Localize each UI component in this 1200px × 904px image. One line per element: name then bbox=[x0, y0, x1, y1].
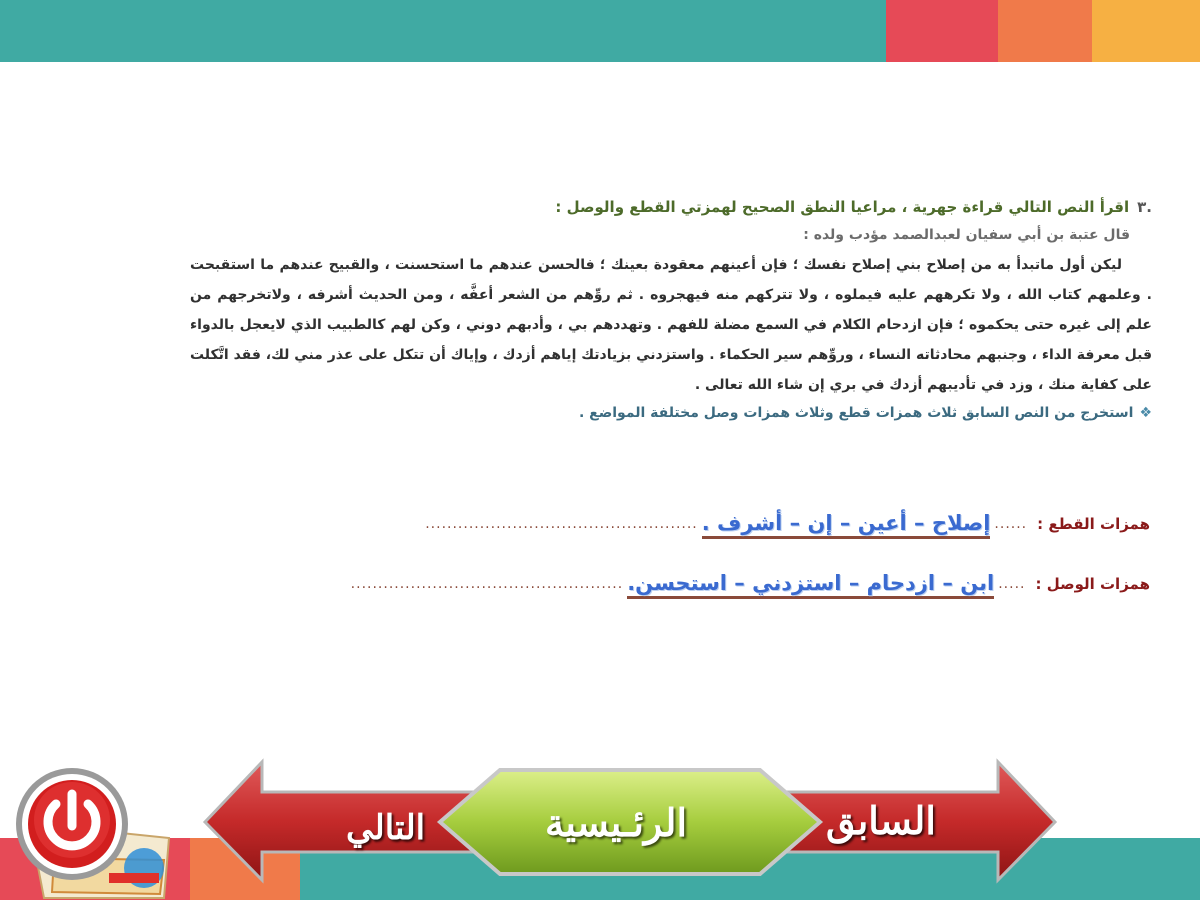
prev-button[interactable]: السابق bbox=[826, 798, 936, 843]
wasl-lead-dots: ..... bbox=[998, 576, 1026, 592]
exercise-content bbox=[190, 196, 1152, 426]
wasl-label: همزات الوصل : bbox=[1035, 575, 1150, 593]
qat-label: همزات القطع : bbox=[1037, 515, 1150, 533]
exercise-task bbox=[190, 400, 1152, 426]
wasl-answer: ابن – ازدحام – استزدني – استحسن. bbox=[627, 570, 994, 599]
exercise-paragraph: ليكن أول ماتبدأ به من إصلاح بني إصلاح نفسك ؛ فإن أعينهم معقودة بعينك ؛ فالحسن عندهم ما استحسنت ، والقبيح عندهم ما استقبحت . وعلمهم كتاب الله ، ولا تكرههم عليه فيملوه ، ولا تتركهم منه فيهجروه . ثم روِّهم من الشعر أعفَّه ، ومن الحديث أشرفه ، ولاتخرجهم من علم إلى غيره حتى يحكموه ؛ فإن ازدحام الكلام في السمع مضلة للفهم . وتهددهم بي ، وأدبهم دوني ، وكن لهم كالطبيب الذي لايعجل بالدواء قبل معرفة الداء ، وجنبهم محادثاته النساء ، وروِّهم سير الحكماء . واستزدني بزيادتك إياهم أزدك ، وإياك أن تتكل على عذر مني لك، فقد اتَّكلت على كفاية منك ، وزد في تأديبهم أزدك في بري إن شاء الله تعالى . bbox=[189, 257, 1152, 393]
qat-trail-dots: .................................................. bbox=[425, 516, 698, 532]
next-button[interactable]: التالي bbox=[346, 808, 426, 848]
power-button[interactable] bbox=[14, 768, 174, 900]
top-bar-orange bbox=[998, 0, 1092, 62]
home-button[interactable]: الرئـيسية bbox=[545, 800, 688, 845]
top-bar-teal bbox=[0, 0, 886, 62]
qat-lead-dots: ...... bbox=[994, 516, 1028, 532]
instruction-text: اقرأ النص التالي قراءة جهرية ، مراعيا النطق الصحيح لهمزتي القطع والوصل : bbox=[555, 198, 1130, 216]
answer-row-wasl bbox=[350, 564, 1150, 604]
exercise-intro: قال عتبة بن أبي سفيان لعبدالصمد مؤدب ولده : bbox=[803, 227, 1130, 243]
top-bar-yellow bbox=[1092, 0, 1200, 62]
exercise-number: .٣ bbox=[1137, 198, 1152, 216]
power-icon bbox=[16, 768, 128, 880]
answer-row-qat bbox=[400, 504, 1150, 544]
top-color-bar bbox=[0, 0, 1200, 62]
diamond-bullet-icon: ❖ bbox=[1139, 405, 1152, 421]
top-bar-red bbox=[886, 0, 998, 62]
qat-answer: إصلاح – أعين – إن – أشرف . bbox=[702, 510, 991, 539]
task-text: استخرج من النص السابق ثلاث همزات قطع وثلاث همزات وصل مختلفة المواضع . bbox=[578, 405, 1134, 421]
wasl-trail-dots: .................................................. bbox=[350, 576, 624, 592]
exercise-instruction bbox=[190, 196, 1152, 218]
